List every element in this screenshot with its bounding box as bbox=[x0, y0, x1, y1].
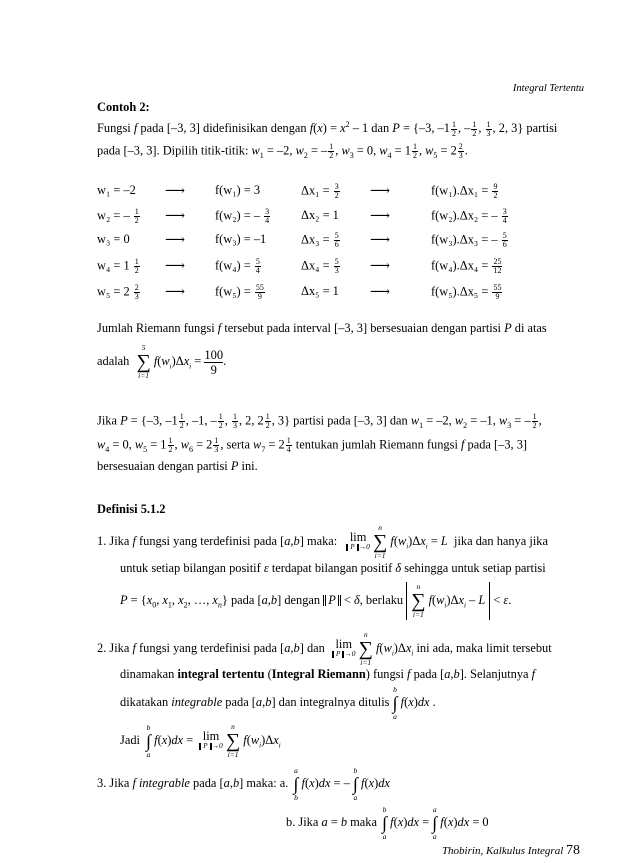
f-cell: f(w₁) = 3 bbox=[215, 183, 261, 197]
arrow-icon: ⟶ bbox=[370, 259, 390, 274]
w-cell: w₁ = –2 bbox=[97, 183, 136, 197]
definition-jadi: Jadi b ∫ a f(x)dx = lim P →0 n ∑ i=1 $f(w_i)\Delta x_i$ bbox=[120, 722, 281, 759]
table-row bbox=[0, 208, 638, 224]
f-cell: f(w₄) = $\frac{5}{4}$ bbox=[215, 257, 260, 275]
definition-item-1: 1. Jika f fungsi yang terdefinisi pada [a,b] maka: lim P →0 n ∑ i=1 $f(w_i)\Delta x_i = L$ jika dan hanya jika bbox=[97, 523, 548, 560]
dx-cell: Δx₅ = 1 bbox=[301, 284, 339, 298]
definition-item-3b: b. Jika a = b maka b ∫ a f(x)dx = a ∫ a f(x)dx = 0 bbox=[286, 805, 489, 841]
footer-author: Thobirin, Kalkulus Integral bbox=[441, 845, 564, 857]
definition-heading: Definisi 5.1.2 bbox=[97, 502, 166, 516]
f-cell: f(w₂) = – $\frac{3}{4}$ bbox=[215, 207, 270, 225]
exercise-line-2: $w_4 = 0$, $w_5 = 1$ $\frac{1}{2}$ , $w_6 = 2$ $\frac{1}{3}$ , serta $w_7 = 2$ $\frac{1}{4}$ tentukan jumlah Riemann fungsi f pada [–3, 3] bbox=[97, 436, 528, 454]
definition-item-1-line-3: $P = \{x_0$, $x_1$, $x_2$, …, $x_n$} pada [a,b] dengan P < δ, berlaku n ∑ i=1 $f(w_i)\Delta x_i - L < \varepsilon$. bbox=[120, 582, 512, 619]
exercise-line-3: bersesuaian dengan partisi P ini. bbox=[97, 459, 258, 473]
f-cell: f(w₃) = –1 bbox=[215, 232, 267, 246]
table-row bbox=[0, 258, 638, 274]
exercise-line-1: Jika P = {–3, –1 $\frac{1}{2}$ , –1, – $\frac{1}{2}$ , $\frac{1}{3}$ , 2, 2 $\frac{1}{2}$ , 3} partisi pada [–3, 3] dan $w_1 = -2$, $w_2 = -1$, $w_3$ = – $\frac{1}{2}$ , bbox=[97, 412, 542, 430]
product-cell: f(w₂).Δx₂ = – $\frac{3}{4}$ bbox=[431, 207, 507, 225]
table-row bbox=[0, 284, 638, 300]
page-footer bbox=[442, 843, 580, 859]
product-cell: f(w₃).Δx₃ = – $\frac{5}{6}$ bbox=[431, 231, 507, 249]
dx-cell: Δx₃ = $\frac{5}{6}$ bbox=[301, 231, 339, 249]
definition-item-3: 3. Jika f integrable pada [a,b] maka: a. a ∫ b f(x)dx = – b ∫ a f(x)dx bbox=[97, 766, 390, 802]
example-text-line-2: pada [–3, 3]. Dipilih titik-titik: $w_1 = -2$, $w_2$ = – $\frac{1}{2}$ , $w_3 = 0$, $w_4 = 1$ $\frac{1}{2}$ , $w_5 = 2$ $\frac{2}{3}$ . bbox=[97, 142, 468, 160]
w-cell: w₄ = 1 $\frac{1}{2}$ bbox=[97, 257, 139, 275]
arrow-icon: ⟶ bbox=[370, 184, 390, 199]
dx-cell: Δx₁ = $\frac{3}{2}$ bbox=[301, 182, 339, 200]
example-text-line-1: Fungsi f pada [–3, 3] didefinisikan dengan $f(x) = x^2 - 1$ dan P = {–3, –1 $\frac{1}{2}$ , – $\frac{1}{2}$ , $\frac{1}{3}$ , 2, 3} partisi bbox=[97, 119, 558, 138]
arrow-icon: ⟶ bbox=[165, 209, 185, 224]
riemann-sum-text: Jumlah Riemann fungsi f tersebut pada interval [–3, 3] bersesuaian dengan partisi P di atas bbox=[97, 321, 547, 335]
definition-item-2-line-2: dinamakan integral tertentu (Integral Riemann) fungsi f pada [a,b]. Selanjutnya f bbox=[120, 667, 536, 681]
w-cell: w₃ = 0 bbox=[97, 232, 130, 246]
example-intro bbox=[97, 99, 593, 138]
product-cell: f(w₁).Δx₁ = $\frac{9}{2}$ bbox=[431, 182, 498, 200]
example-heading: Contoh 2: bbox=[97, 100, 150, 114]
riemann-sum-result: adalah 5 ∑ i=1 $f(w_i)\Delta x_i$ = $\frac{100}{9}$ . bbox=[97, 343, 227, 380]
w-cell: w₅ = 2 $\frac{2}{3}$ bbox=[97, 283, 139, 301]
dx-cell: Δx₄ = $\frac{5}{3}$ bbox=[301, 257, 339, 275]
arrow-icon: ⟶ bbox=[165, 184, 185, 199]
page-number: 78 bbox=[566, 843, 580, 858]
definition-item-1-line-2: untuk setiap bilangan positif ε terdapat bilangan positif δ sehingga untuk setiap partisi bbox=[120, 561, 546, 575]
arrow-icon: ⟶ bbox=[370, 285, 390, 300]
arrow-icon: ⟶ bbox=[165, 233, 185, 248]
arrow-icon: ⟶ bbox=[165, 285, 185, 300]
table-row bbox=[0, 183, 638, 199]
f-cell: f(w₅) = $\frac{55}{9}$ bbox=[215, 283, 264, 301]
arrow-icon: ⟶ bbox=[370, 233, 390, 248]
definition-item-2: 2. Jika f fungsi yang terdefinisi pada [a,b] dan lim P →0 n ∑ i=1 $f(w_i)\Delta x_i$ ini ada, maka limit tersebut bbox=[97, 630, 552, 667]
running-header: Integral Tertentu bbox=[512, 83, 584, 94]
dx-cell: Δx₂ = 1 bbox=[301, 208, 339, 222]
product-cell: f(w₄).Δx₄ = $\frac{25}{12}$ bbox=[431, 257, 502, 275]
arrow-icon: ⟶ bbox=[370, 209, 390, 224]
product-cell: f(w₅).Δx₅ = $\frac{55}{9}$ bbox=[431, 283, 502, 301]
definition-item-2-line-3: dikatakan integrable pada [a,b] dan integralnya ditulis b ∫ a f(x)dx . bbox=[120, 685, 436, 721]
table-row bbox=[0, 232, 638, 248]
arrow-icon: ⟶ bbox=[165, 259, 185, 274]
w-cell: w₂ = – $\frac{1}{2}$ bbox=[97, 207, 139, 225]
